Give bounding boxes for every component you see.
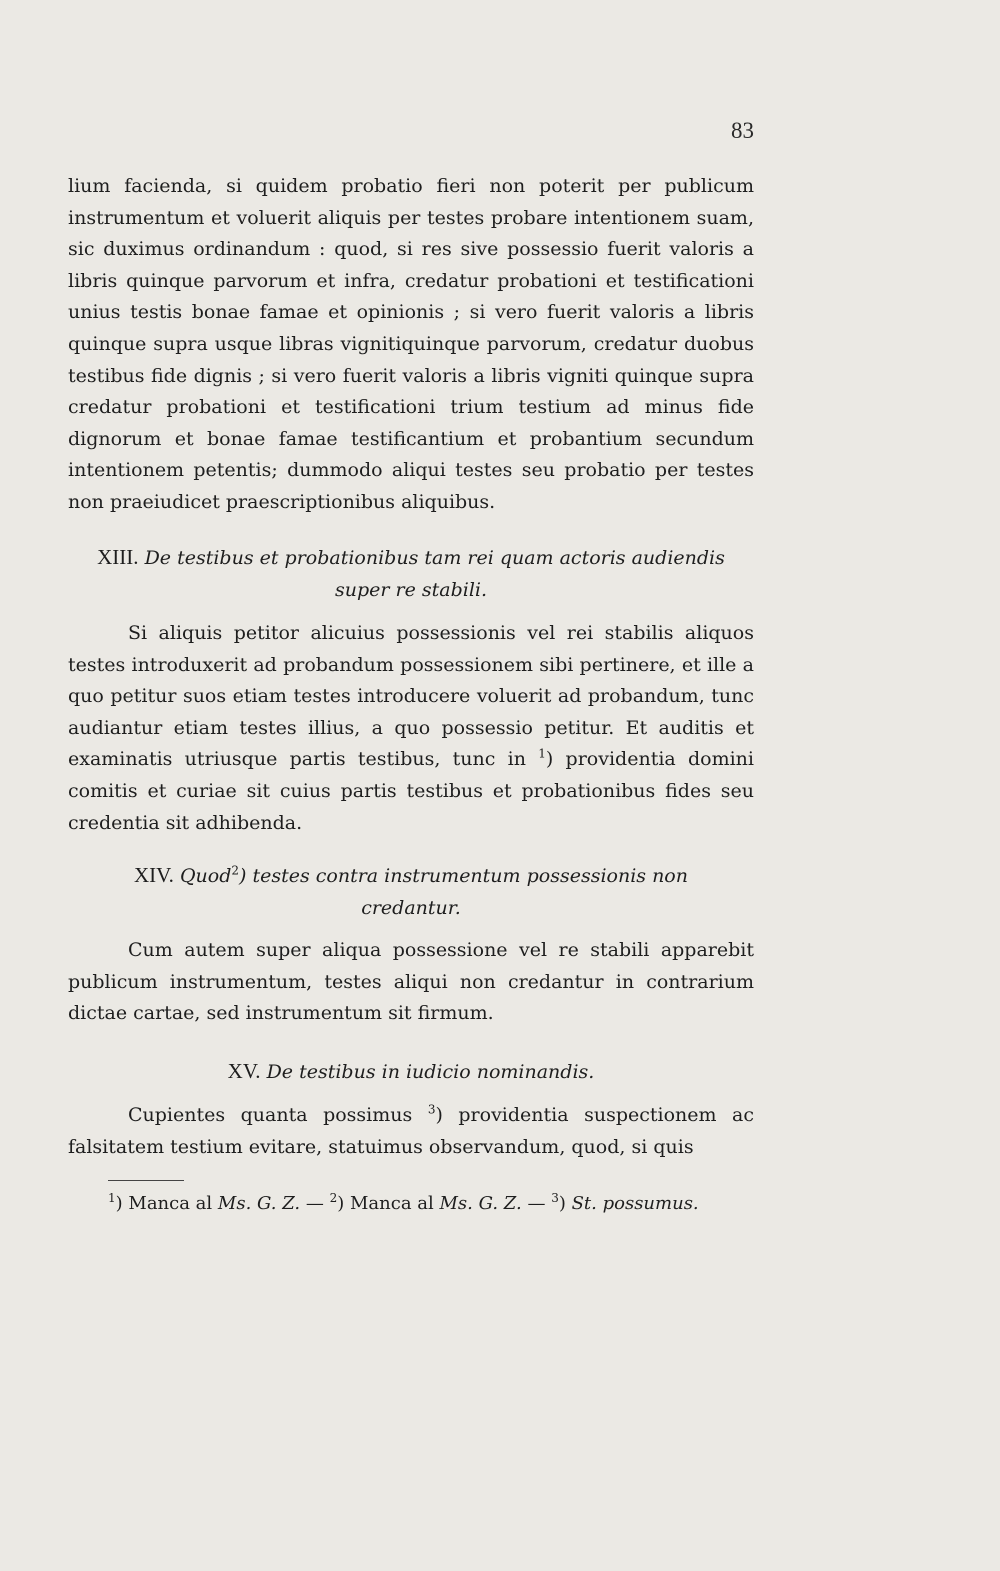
section-13-text-b: ) providentia domini comitis et curiae sit cuius partis testibus et probationibus fides seu credentia sit adhibenda. (68, 748, 754, 834)
section-14-title-b: ) testes contra instrumentum possessionis non (239, 865, 688, 887)
section-13-paragraph (68, 618, 754, 839)
section-13-text-a: Si aliquis petitor alicuius possessionis vel rei stabilis aliquos testes introduxerit ad probandum possessionem sibi pertinere, et ille a quo petitur suos etiam testes introducere voluerit ad probandum, tunc audiantur etiam testes illius, a quo possessio petitur. Et auditis et examinatis utriusque partis testibus, tunc in (68, 622, 754, 771)
section-13-number: XIII. (97, 545, 139, 569)
section-15-text-b: ) providentia suspectionem ac falsitatem testium evitare, statuimus observandum, quod, si quis (68, 1104, 754, 1158)
footnotes (68, 1190, 754, 1218)
section-13-heading (68, 542, 754, 606)
paragraph-intro (68, 171, 754, 519)
section-13-title-line2: super re stabili. (334, 578, 488, 601)
section-15-heading (68, 1056, 754, 1089)
footnote-2-source: Ms. G. Z. (439, 1193, 522, 1214)
footnote-1-source: Ms. G. Z. (217, 1193, 301, 1214)
section-13-title-line1: De testibus et probationibus tam rei quam actoris audiendis (144, 547, 725, 569)
section-14-title-line2: credantur. (361, 896, 461, 919)
paragraph-intro-text: lium facienda, si quidem probatio fieri non poterit per publicum instrumentum et voluerit aliquis per testes probare intentionem suam, sic duximus ordinandum : quod, si res sive possessio fuerit valoris a libris quinque parvorum et infra, credatur probationi et testificationi unius testis bonae famae et opinionis ; si vero fuerit valoris a libris quinque supra usque libras vignitiquinque parvorum, credatur duobus testibus fide dignis ; si vero fuerit valoris a libris vigniti quinque supra credatur probationi et testificationi trium testium ad minus fide dignorum et bonae famae testificantium et probantium secundum intentionem petentis; dummodo aliqui testes seu probatio per testes non praeiudicet praescriptionibus aliquibus. (68, 175, 754, 513)
footnote-1-text: ) Manca al (115, 1193, 213, 1214)
section-15-number: XV. (227, 1059, 261, 1083)
section-15-text-a: Cupientes quanta possimus (128, 1104, 413, 1126)
footnote-ref-2: 2 (231, 863, 239, 878)
footnote-3-source: St. possumus. (571, 1193, 699, 1214)
footnote-ref-1: 1 (538, 747, 546, 762)
section-14-paragraph (68, 935, 754, 1030)
footnote-dash-1: — (305, 1193, 324, 1214)
section-15-title: De testibus in iudicio nominandis. (266, 1061, 595, 1083)
footnote-ref-3: 3 (427, 1102, 436, 1117)
page-number: 83 (731, 118, 754, 143)
footnote-divider (108, 1180, 184, 1181)
section-14-text: Cum autem super aliqua possessione vel re stabili apparebit publicum instrumentum, testes aliqui non credantur in contrarium dictae cartae, sed instrumentum sit firmum. (68, 939, 754, 1025)
section-14-number: XIV. (134, 863, 174, 887)
footnote-1-marker: 1 (108, 1191, 116, 1205)
footnote-2-marker: 2 (329, 1191, 338, 1205)
footnote-dash-2: — (527, 1193, 546, 1214)
section-15-paragraph (68, 1100, 754, 1163)
footnote-3-text: ) (558, 1193, 566, 1214)
section-14-title-a: Quod (179, 865, 232, 887)
section-14-heading (68, 860, 754, 924)
footnote-2-text: ) Manca al (337, 1193, 434, 1214)
footnote-3-marker: 3 (551, 1191, 559, 1205)
